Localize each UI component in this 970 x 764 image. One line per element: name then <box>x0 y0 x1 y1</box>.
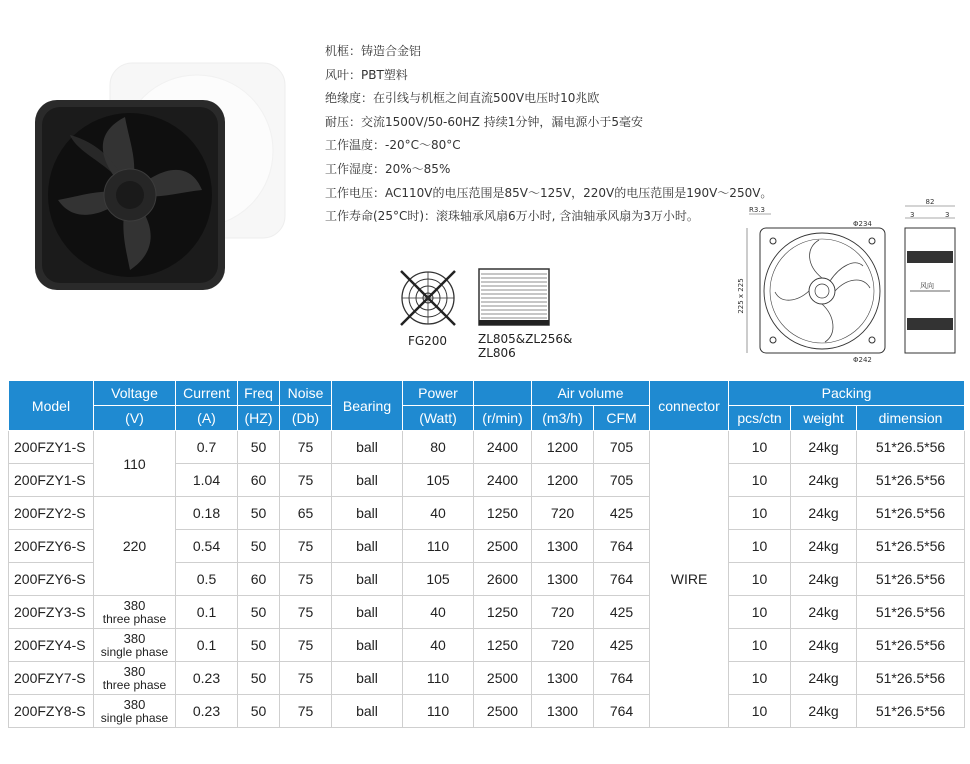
cell-weight: 24kg <box>791 431 857 464</box>
cell-m3h: 720 <box>532 629 594 662</box>
spec-insulation: 绝缘度：在引线与机框之间直流500V电压时10兆欧 <box>325 91 600 106</box>
cell-pcs: 10 <box>729 497 791 530</box>
cell-power: 40 <box>403 596 474 629</box>
cell-voltage-value: 380 <box>123 663 146 679</box>
filter-label-2: ZL806 <box>478 346 516 360</box>
cell-pcs: 10 <box>729 431 791 464</box>
cell-speed: 2500 <box>474 662 532 695</box>
spec-withstand-voltage: 耐压：交流1500V/50-60HZ 持续1分钟，漏电源小于5毫安 <box>325 114 643 129</box>
cell-freq: 50 <box>238 596 280 629</box>
cell-pcs: 10 <box>729 662 791 695</box>
cell-noise: 75 <box>280 662 332 695</box>
cell-current: 0.23 <box>176 662 238 695</box>
header-pcs: pcs/ctn <box>729 406 791 431</box>
cell-current: 0.23 <box>176 695 238 728</box>
fan-guard-icon <box>398 268 458 328</box>
cell-dimension: 51*26.5*56 <box>857 695 965 728</box>
table-header-row-2 <box>9 406 965 431</box>
cell-bearing: ball <box>332 563 403 596</box>
table-row <box>9 662 965 695</box>
header-packing: Packing <box>729 381 965 406</box>
cell-cfm: 425 <box>594 596 650 629</box>
spec-frame: 机框：铸造合金铝 <box>325 44 422 58</box>
cell-voltage: 110 <box>94 431 176 497</box>
cell-current: 0.5 <box>176 563 238 596</box>
cell-current: 0.1 <box>176 629 238 662</box>
grille-label: FG200 <box>407 334 448 348</box>
spec-voltage-range: 工作电压：AC110V的电压范围是85V～125V，220V的电压范围是190V～250V。 <box>325 185 773 200</box>
cell-freq: 50 <box>238 662 280 695</box>
cell-freq: 50 <box>238 497 280 530</box>
table-row <box>9 431 965 464</box>
dimension-drawing <box>735 196 965 366</box>
cell-voltage <box>94 662 176 695</box>
cell-current: 0.1 <box>176 596 238 629</box>
cell-model: 200FZY6-S <box>9 530 94 563</box>
header-voltage-unit: (V) <box>94 406 176 431</box>
cell-noise: 75 <box>280 596 332 629</box>
size-label: 225 x 225 <box>737 278 745 314</box>
cell-noise: 75 <box>280 695 332 728</box>
table-row <box>9 695 965 728</box>
cell-bearing: ball <box>332 464 403 497</box>
cell-bearing: ball <box>332 497 403 530</box>
header-weight: weight <box>791 406 857 431</box>
cell-freq: 50 <box>238 695 280 728</box>
cell-current: 0.18 <box>176 497 238 530</box>
cell-speed: 2400 <box>474 464 532 497</box>
cell-m3h: 720 <box>532 497 594 530</box>
cell-voltage-phase: three phase <box>102 611 167 626</box>
header-current: Current <box>176 381 238 406</box>
cell-power: 110 <box>403 530 474 563</box>
grille-accessory <box>395 268 460 348</box>
header-power-unit: (Watt) <box>403 406 474 431</box>
cell-model: 200FZY7-S <box>9 662 94 695</box>
cell-voltage: 220 <box>94 497 176 596</box>
cell-freq: 60 <box>238 563 280 596</box>
cell-m3h: 1300 <box>532 695 594 728</box>
cell-voltage-value: 380 <box>123 630 146 646</box>
cell-voltage <box>94 695 176 728</box>
flange-right-label: 3 <box>945 211 950 219</box>
spec-temperature: 工作温度：-20°C～80°C <box>325 138 461 153</box>
cell-power: 40 <box>403 629 474 662</box>
cell-freq: 50 <box>238 629 280 662</box>
header-bearing: Bearing <box>332 381 403 431</box>
airflow-label: 风向 <box>920 282 934 290</box>
cell-speed: 2600 <box>474 563 532 596</box>
cell-current: 1.04 <box>176 464 238 497</box>
cell-speed: 2500 <box>474 695 532 728</box>
cell-bearing: ball <box>332 662 403 695</box>
cell-freq: 50 <box>238 431 280 464</box>
table-row <box>9 596 965 629</box>
header-freq-unit: (HZ) <box>238 406 280 431</box>
cell-dimension: 51*26.5*56 <box>857 596 965 629</box>
header-noise-unit: (Db) <box>280 406 332 431</box>
cell-model: 200FZY3-S <box>9 596 94 629</box>
cell-speed: 1250 <box>474 596 532 629</box>
cell-weight: 24kg <box>791 596 857 629</box>
cell-weight: 24kg <box>791 695 857 728</box>
cell-dimension: 51*26.5*56 <box>857 563 965 596</box>
cell-pcs: 10 <box>729 530 791 563</box>
header-air-volume: Air volume <box>532 381 650 406</box>
cell-weight: 24kg <box>791 464 857 497</box>
cell-model: 200FZY4-S <box>9 629 94 662</box>
cell-dimension: 51*26.5*56 <box>857 431 965 464</box>
cell-power: 105 <box>403 464 474 497</box>
depth-label: 82 <box>925 198 935 206</box>
cell-pcs: 10 <box>729 464 791 497</box>
header-current-unit: (A) <box>176 406 238 431</box>
fan-product-image <box>30 55 290 310</box>
cell-m3h: 1200 <box>532 464 594 497</box>
filter-accessory <box>478 268 573 360</box>
spec-table <box>8 380 965 728</box>
cell-power: 105 <box>403 563 474 596</box>
inner-diameter-label: Φ242 <box>853 356 872 364</box>
cell-cfm: 705 <box>594 431 650 464</box>
cell-dimension: 51*26.5*56 <box>857 629 965 662</box>
flange-left-label: 3 <box>910 211 915 219</box>
cell-pcs: 10 <box>729 695 791 728</box>
cell-noise: 75 <box>280 464 332 497</box>
filter-label-1: ZL805&ZL256& <box>478 332 573 346</box>
cell-dimension: 51*26.5*56 <box>857 497 965 530</box>
cell-cfm: 764 <box>594 662 650 695</box>
cell-voltage-phase: three phase <box>102 677 167 692</box>
outer-diameter-label: Φ234 <box>853 220 872 228</box>
cell-model: 200FZY6-S <box>9 563 94 596</box>
table-row <box>9 497 965 530</box>
cell-power: 80 <box>403 431 474 464</box>
cell-cfm: 425 <box>594 629 650 662</box>
cell-m3h: 1300 <box>532 662 594 695</box>
header-noise: Noise <box>280 381 332 406</box>
table-row <box>9 629 965 662</box>
cell-voltage-phase: single phase <box>100 644 169 659</box>
cell-m3h: 1300 <box>532 563 594 596</box>
cell-pcs: 10 <box>729 596 791 629</box>
filter-icon <box>478 268 550 326</box>
cell-cfm: 425 <box>594 497 650 530</box>
spec-humidity: 工作湿度：20%～85% <box>325 161 451 176</box>
spec-list <box>325 40 805 229</box>
cell-speed: 1250 <box>474 497 532 530</box>
header-dimension: dimension <box>857 406 965 431</box>
cell-m3h: 720 <box>532 596 594 629</box>
cell-bearing: ball <box>332 629 403 662</box>
cell-dimension: 51*26.5*56 <box>857 662 965 695</box>
cell-connector: WIRE <box>650 431 729 728</box>
header-connector: connector <box>650 381 729 431</box>
cell-speed: 2500 <box>474 530 532 563</box>
cell-weight: 24kg <box>791 497 857 530</box>
cell-bearing: ball <box>332 695 403 728</box>
header-freq: Freq <box>238 381 280 406</box>
cell-speed: 2400 <box>474 431 532 464</box>
cell-bearing: ball <box>332 530 403 563</box>
cell-weight: 24kg <box>791 662 857 695</box>
cell-bearing: ball <box>332 596 403 629</box>
header-m3h-unit: (m3/h) <box>532 406 594 431</box>
cell-model: 200FZY1-S <box>9 464 94 497</box>
cell-model: 200FZY1-S <box>9 431 94 464</box>
cell-pcs: 10 <box>729 629 791 662</box>
cell-voltage-value: 380 <box>123 597 146 613</box>
cell-power: 40 <box>403 497 474 530</box>
cell-voltage-phase: single phase <box>100 710 169 725</box>
cell-noise: 75 <box>280 629 332 662</box>
cell-cfm: 764 <box>594 695 650 728</box>
cell-cfm: 705 <box>594 464 650 497</box>
header-speed-unit: (r/min) <box>474 406 532 431</box>
cell-model: 200FZY8-S <box>9 695 94 728</box>
cell-noise: 75 <box>280 431 332 464</box>
spec-blade: 风叶：PBT塑料 <box>325 67 408 82</box>
cell-cfm: 764 <box>594 563 650 596</box>
spec-lifetime: 工作寿命(25°C时)：滚珠轴承风扇6万小时, 含油轴承风扇为3万小时。 <box>325 209 699 224</box>
cell-cfm: 764 <box>594 530 650 563</box>
cell-weight: 24kg <box>791 563 857 596</box>
cell-speed: 1250 <box>474 629 532 662</box>
table-header-row-1 <box>9 381 965 406</box>
cell-freq: 60 <box>238 464 280 497</box>
radius-label: R3.3 <box>749 206 765 214</box>
cell-voltage <box>94 596 176 629</box>
cell-noise: 65 <box>280 497 332 530</box>
cell-current: 0.7 <box>176 431 238 464</box>
cell-bearing: ball <box>332 431 403 464</box>
cell-voltage <box>94 629 176 662</box>
header-power: Power <box>403 381 474 406</box>
header-model: Model <box>9 381 94 431</box>
header-voltage: Voltage <box>94 381 176 406</box>
cell-m3h: 1200 <box>532 431 594 464</box>
header-speed-blank <box>474 381 532 406</box>
cell-model: 200FZY2-S <box>9 497 94 530</box>
cell-m3h: 1300 <box>532 530 594 563</box>
header-cfm-unit: CFM <box>594 406 650 431</box>
cell-current: 0.54 <box>176 530 238 563</box>
cell-power: 110 <box>403 695 474 728</box>
cell-noise: 75 <box>280 530 332 563</box>
cell-freq: 50 <box>238 530 280 563</box>
cell-pcs: 10 <box>729 563 791 596</box>
cell-power: 110 <box>403 662 474 695</box>
cell-dimension: 51*26.5*56 <box>857 530 965 563</box>
cell-voltage-value: 380 <box>123 696 146 712</box>
cell-weight: 24kg <box>791 530 857 563</box>
cell-dimension: 51*26.5*56 <box>857 464 965 497</box>
cell-weight: 24kg <box>791 629 857 662</box>
cell-noise: 75 <box>280 563 332 596</box>
